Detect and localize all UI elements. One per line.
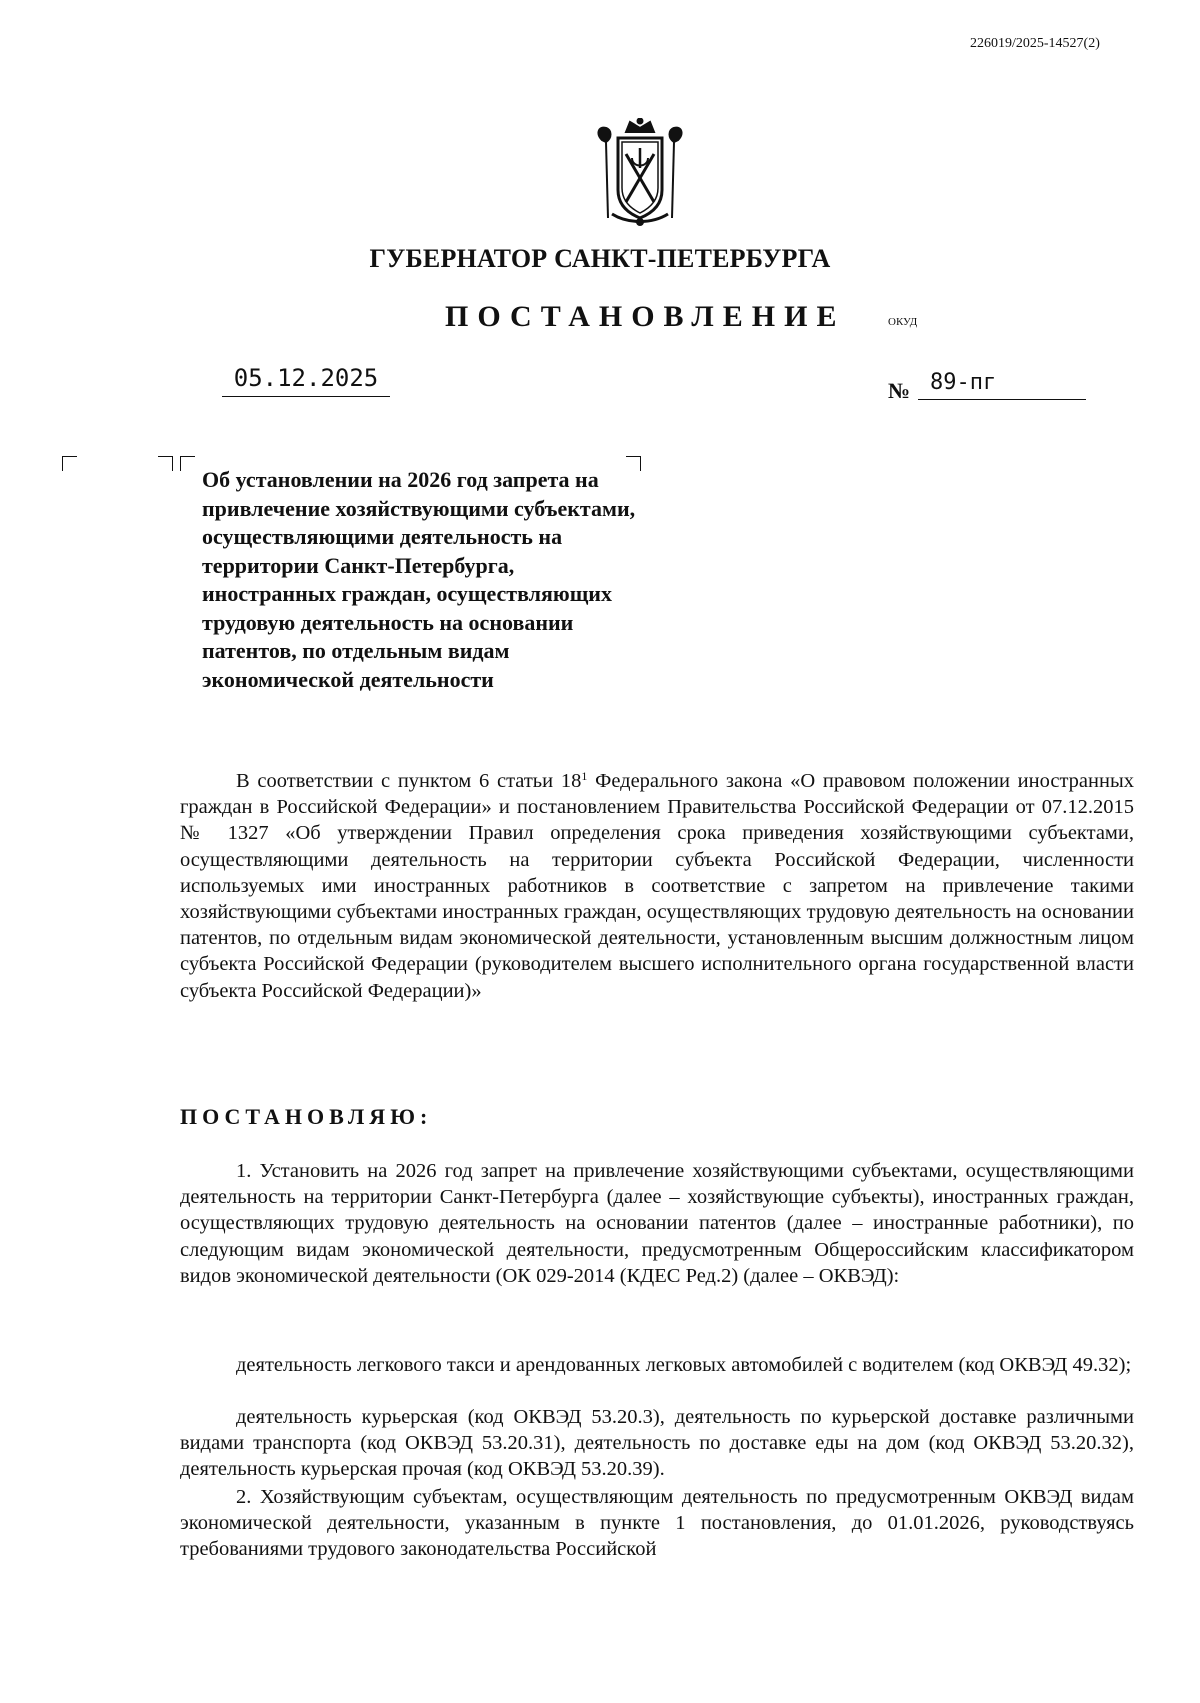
preamble-text-start: В соответствии с пунктом 6 статьи 18	[236, 770, 582, 792]
margin-corner-mark	[62, 456, 77, 471]
okud-label: ОКУД	[888, 316, 918, 328]
issuer-title: ГУБЕРНАТОР САНКТ-ПЕТЕРБУРГА	[369, 244, 831, 273]
document-type-title: ПОСТАНОВЛЕНИЕ	[445, 300, 846, 333]
document-subject: Об установлении на 2026 год запрета на привлечение хозяйствующими субъектами, осуществляющими деятельность на территории Санкт-Петербурга, иностранных граждан, осуществляющих трудовую деятельность на основании патентов, по отдельным видам экономической деятельности	[202, 467, 636, 692]
clause-1-taxi: деятельность легкового такси и арендованных легковых автомобилей с водителем (код ОКВЭД 49.32);	[236, 1354, 1132, 1376]
subject-bracket-left-outer	[158, 456, 173, 471]
decree-heading: ПОСТАНОВЛЯЮ:	[180, 1104, 433, 1129]
document-date: 05.12.2025	[222, 360, 390, 397]
clause-1: 1. Установить на 2026 год запрет на привлечение хозяйствующими субъектами, осуществляющими деятельность на территории Санкт-Петербурга (далее – хозяйствующие субъекты), иностранных граждан, осуществляющих трудовую деятельность на основании патентов (далее – иностранные работники), по следующим видам экономической деятельности, предусмотренным Общероссийским классификатором видов экономической деятельности (ОК 029-2014 (КДЕС Ред.2) (далее – ОКВЭД):	[180, 1160, 1134, 1287]
document-number: 89-пг	[918, 366, 1086, 400]
subject-bracket-left-inner	[180, 456, 195, 471]
clause-1-courier: деятельность курьерская (код ОКВЭД 53.20.3), деятельность по курьерской доставке различными видами транспорта (код ОКВЭД 53.20.31), деятельность по доставке еды на дом (код ОКВЭД 53.20.32), деятельность курьерская прочая (код ОКВЭД 53.20.39).	[180, 1406, 1134, 1481]
preamble-text-end: Федерального закона «О правовом положении иностранных граждан в Российской Федерации» и постановлением Правительства Российской Федерации от 07.12.2015 № 1327 «Об утверждении Правил определения срока приведения хозяйствующими субъектами, осуществляющими деятельность на территории субъекта Российской Федерации, численности используемых ими иностранных работников в соответствие с запретом на привлечение такими хозяйствующими субъектами иностранных граждан, осуществляющих трудовую деятельность на основании патентов, по отдельным видам экономической деятельности, установленным высшим должностным лицом субъекта Российской Федерации (руководителем высшего исполнительного органа государственной власти субъекта Российской Федерации)»	[180, 770, 1134, 1002]
preamble-paragraph	[180, 768, 1134, 1004]
article-superscript: 1	[581, 769, 588, 783]
number-sign: №	[888, 378, 911, 403]
st-petersburg-coat-of-arms-icon	[592, 118, 688, 228]
clause-2: 2. Хозяйствующим субъектам, осуществляющим деятельность по предусмотренным ОКВЭД видам экономической деятельности, указанным в пункте 1 постановления, до 01.01.2026, руководствуясь требованиями трудового законодательства Российской	[180, 1486, 1134, 1561]
document-reference-number: 226019/2025-14527(2)	[970, 36, 1100, 51]
